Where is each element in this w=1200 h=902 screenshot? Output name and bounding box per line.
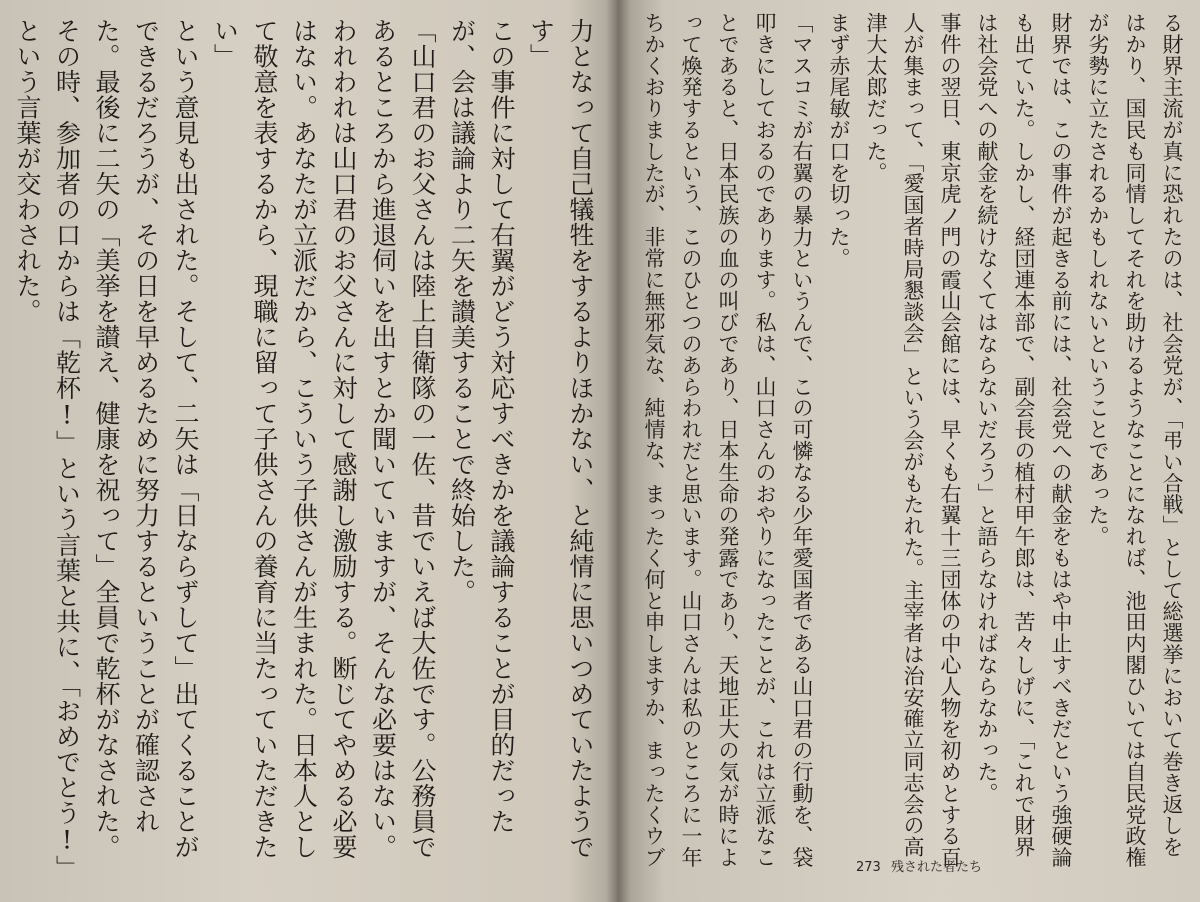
page-number: 273: [856, 860, 881, 875]
right-paragraph-4: まず赤尾敏が口を切った。: [827, 12, 851, 269]
right-paragraph-5: 「マスコミが右翼の暴力というんで、この可憐なる少年愛国者である山口君の行動を、袋叩きにしておるのであります。私は、山口さんのおやりになったことが、これは立派なことであると、日本民族の血の叫びであり、日本生命の発露であり、天地正大の気が時によって煥発するという、このひとつのあらわれだと思います。山口さんは私のところに一年ちかくおりましたが、非常に無邪気な、純情な、まったく何と申しますか、まったくウブ: [642, 12, 814, 868]
running-title: 残された者たち: [890, 860, 982, 875]
left-page-text: [12, 18, 600, 878]
page-footer: [856, 856, 988, 875]
right-page-text: [638, 12, 1190, 872]
right-paragraph-1: る財界主流が真に恐れたのは、社会党が、「弔い合戦」として総選挙において巻き返しをはかり、国民も同情してそれを助けるようなことになれば、池田内閣ひいては自民党政権が劣勢に立たされるかもしれないということであった。: [1086, 12, 1184, 868]
right-paragraph-2: 財界では、この事件が起きる前には、社会党への献金をもはや中止すべきだという強硬論も出ていた。しかし、経団連本部で、副会長の植村甲午郎は、苦々しげに、「これで財界は社会党への献金を続けなくてはならないだろう」と語らなければならなかった。: [975, 12, 1073, 868]
right-paragraph-3: 事件の翌日、東京虎ノ門の霞山会館には、早くも右翼十三団体の中心人物を初めとする百人が集まって、「愛国者時局懇談会」という会がもたれた。主宰者は治安確立同志会の高津大太郎だった。: [864, 12, 962, 868]
left-paragraph-1: 力となって自己犠牲をするよりほかない、と純情に思いつめていたようです」: [526, 18, 595, 860]
left-paragraph-4: という意見も出された。そして、二矢は「日ならずして」出てくることができるだろうが、その日を早めるために努力するということが確認された。最後に二矢の「美挙を讃え、健康を祝って」全員で乾杯がなされた。その時、参加者の口からは「乾杯!」という言葉と共に、「おめでとう!」という言葉が交わされた。: [13, 18, 200, 868]
right-page: [618, 0, 1200, 902]
book-gutter-shadow: [606, 0, 630, 902]
left-paragraph-3: 「山口君のお父さんは陸上自衛隊の一佐、昔でいえば大佐です。公務員であるところから進退伺いを出すとか聞いていますが、そんな必要はない。われわれは山口君のお父さんに対して感謝し激励する。断じてやめる必要はない。あなたが立派だから、こういう子供さんが生まれた。日本人として敬意を表するから、現職に留って子供さんの養育に当たっていただきたい」: [210, 18, 437, 860]
left-paragraph-2: この事件に対して右翼がどう対応すべきかを議論することが目的だったが、会は議論より二矢を讃美することで終始した。: [447, 18, 516, 834]
